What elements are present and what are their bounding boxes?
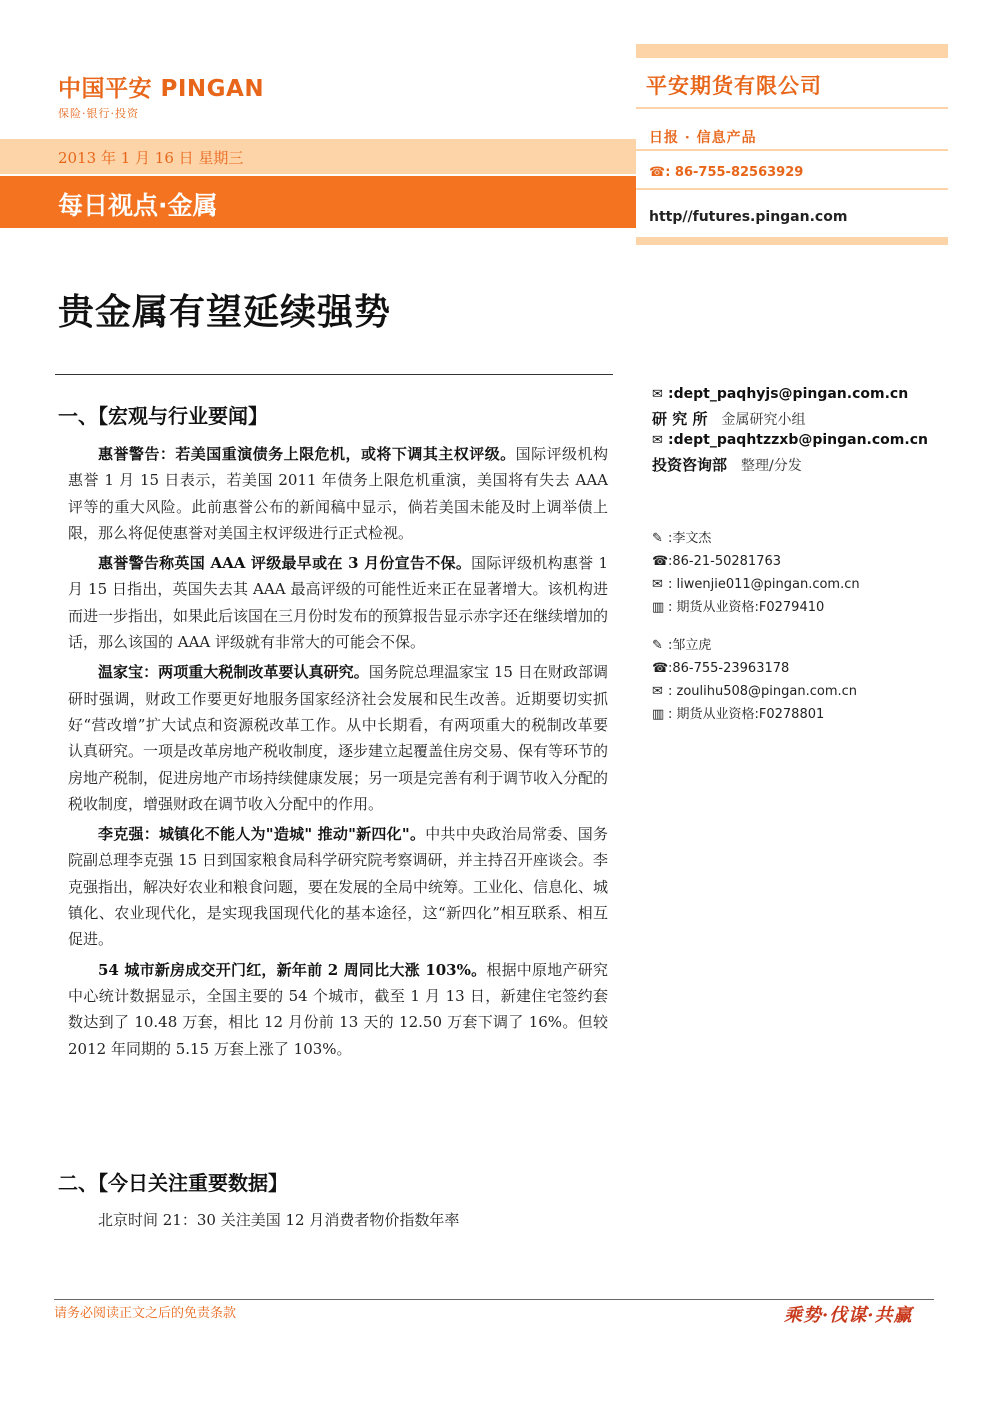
company-info-box	[636, 44, 948, 245]
pen-icon: ✎	[652, 638, 663, 653]
news-paragraph	[68, 441, 608, 546]
news-lead: 惠誉警告称英国 AAA 评级最早或在 3 月份宣告不保。	[98, 554, 472, 573]
dept-team: 整理/分发	[741, 458, 802, 474]
news-paragraph	[68, 821, 608, 952]
mail-icon: ✉	[652, 577, 663, 592]
analyst-email[interactable]: : liwenjie011@pingan.com.cn	[668, 577, 860, 592]
column-title: 每日视点·金属	[58, 191, 218, 220]
analyst-license-row	[652, 703, 857, 726]
analyst-license: : 期货从业资格:F0278801	[668, 707, 825, 722]
headline-divider	[55, 374, 613, 375]
analyst-name: :李文杰	[668, 531, 712, 546]
dept-name: 研 究 所	[652, 410, 708, 428]
company-phone: 86-755-82563929	[674, 165, 804, 180]
news-lead: 李克强：城镇化不能人为"造城" 推动"新四化"。	[98, 825, 426, 844]
report-headline: 贵金属有望延续强势	[58, 292, 392, 333]
analyst-license-row	[652, 596, 860, 619]
company-name: 平安期货有限公司	[636, 58, 948, 109]
logo-tagline: 保险·银行·投资	[58, 107, 139, 120]
news-lead: 温家宝：两项重大税制改革要认真研究。	[98, 663, 369, 682]
pen-icon: ✎	[652, 531, 663, 546]
section1-title: 一、【宏观与行业要闻】	[58, 404, 268, 428]
analyst-card	[652, 634, 857, 726]
dept-email[interactable]: dept_paqhyjs@pingan.com.cn	[673, 386, 909, 402]
book-icon: ▥	[652, 600, 665, 615]
book-icon: ▥	[652, 707, 665, 722]
mail-icon: ✉	[652, 433, 663, 448]
analyst-phone: :86-21-50281763	[668, 554, 782, 569]
analyst-email[interactable]: : zoulihu508@pingan.com.cn	[668, 684, 858, 699]
news-body: 国际评级机构惠誉 1 月 15 日表示，若美国 2011 年债务上限危机重演，美国将有失去 AAA 评等的重大风险。此前惠誉公布的新闻稿中显示，倘若美国未能及时上调举债上限，那么将促使惠誉对美国主权评级进行正式检视。	[68, 445, 608, 542]
analyst-email-row	[652, 680, 857, 703]
logo-brand: 中国平安 PINGAN	[58, 76, 265, 102]
disclaimer-note[interactable]: 请务必阅读正文之后的免责条款	[54, 1306, 237, 1321]
section2-text: 北京时间 21：30 关注美国 12 月消费者物价指数年率	[98, 1211, 460, 1229]
phone-icon: ☎	[652, 661, 669, 676]
dept-team: 金属研究小组	[721, 412, 806, 428]
top-stripe	[636, 44, 948, 58]
company-slogan: 乘势·伐谋·共赢	[784, 1305, 913, 1326]
mail-icon: ✉	[652, 387, 663, 402]
dept-email-row: ✉ :dept_paqhyjs@pingan.com.cn	[652, 386, 909, 402]
report-date: 2013 年 1 月 16 日 星期三	[58, 149, 244, 167]
bottom-stripe	[636, 237, 948, 245]
dept-email-row: ✉ :dept_paqhtzzxb@pingan.com.cn	[652, 432, 928, 448]
analyst-name-row	[652, 527, 860, 550]
dept-email[interactable]: dept_paqhtzzxb@pingan.com.cn	[673, 432, 928, 448]
analyst-phone-row	[652, 550, 860, 573]
dept-name: 投资咨询部	[652, 456, 728, 474]
news-paragraph	[68, 550, 608, 655]
news-lead: 54 城市新房成交开门红，新年前 2 周同比大涨 103%。	[98, 960, 487, 979]
analyst-license: : 期货从业资格:F0279410	[668, 600, 825, 615]
phone-icon: ☎	[652, 554, 669, 569]
analyst-name-row	[652, 634, 857, 657]
analyst-name: :邹立虎	[668, 638, 712, 653]
news-paragraph	[68, 957, 608, 1062]
analyst-card	[652, 527, 860, 619]
news-lead: 惠誉警告：若美国重演债务上限危机，或将下调其主权评级。	[98, 445, 516, 463]
column-band	[0, 176, 636, 228]
news-body: 中共中央政治局常委、国务院副总理李克强 15 日到国家粮食局科学研究院考察调研，并主持召开座谈会。李克强指出，解决好农业和粮食问题，要在发展的全局中统筹。工业化、信息化、城镇化、农业现代化，是实现我国现代化的基本途径，这“新四化”相互联系、相互促进。	[68, 825, 609, 949]
news-paragraph	[68, 659, 608, 817]
analyst-email-row	[652, 573, 860, 596]
analyst-phone-row	[652, 657, 857, 680]
section2-title: 二、【今日关注重要数据】	[58, 1171, 288, 1195]
news-body: 根据中原地产研究中心统计数据显示，全国主要的 54 个城市，截至 1 月 13 日，新建住宅签约套数达到了 10.48 万套，相比 12 月份前 13 天的 12.50 万套下调了 16%。但较 2012 年同期的 5.15 万套上涨了 103%。	[68, 960, 608, 1058]
phone-icon: ☎:	[649, 165, 675, 180]
analyst-phone: :86-755-23963178	[668, 661, 790, 676]
section1-body	[68, 441, 608, 1066]
company-url[interactable]: http//futures.pingan.com	[649, 209, 848, 225]
date-band	[0, 139, 636, 174]
mail-icon: ✉	[652, 684, 663, 699]
company-logo	[58, 70, 264, 121]
dept-row	[652, 454, 802, 475]
news-body: 国务院总理温家宝 15 日在财政部调研时强调，财政工作要更好地服务国家经济社会发展和民生改善。近期要切实抓好“营改增”扩大试点和资源税改革工作。从中长期看，有两项重大的税制改革要认真研究。一项是改革房地产税收制度，逐步建立起覆盖住房交易、保有等环节的房地产税制，促进房地产市场持续健康发展；另一项是完善有利于调节收入分配的税收制度，增强财政在调节收入分配中的作用。	[68, 663, 609, 813]
product-type: 日报 · 信息产品	[636, 109, 948, 151]
news-body: 国际评级机构惠誉 1 月 15 日指出，英国失去其 AAA 最高评级的可能性近来正在显著增大。该机构进而进一步指出，如果此后该国在三月份时发布的预算报告显示赤字还在继续增加的话，那么该国的 AAA 评级就有非常大的可能会不保。	[68, 554, 609, 652]
footer-divider	[54, 1299, 934, 1300]
company-phone-row	[636, 151, 948, 190]
dept-row	[652, 408, 805, 429]
